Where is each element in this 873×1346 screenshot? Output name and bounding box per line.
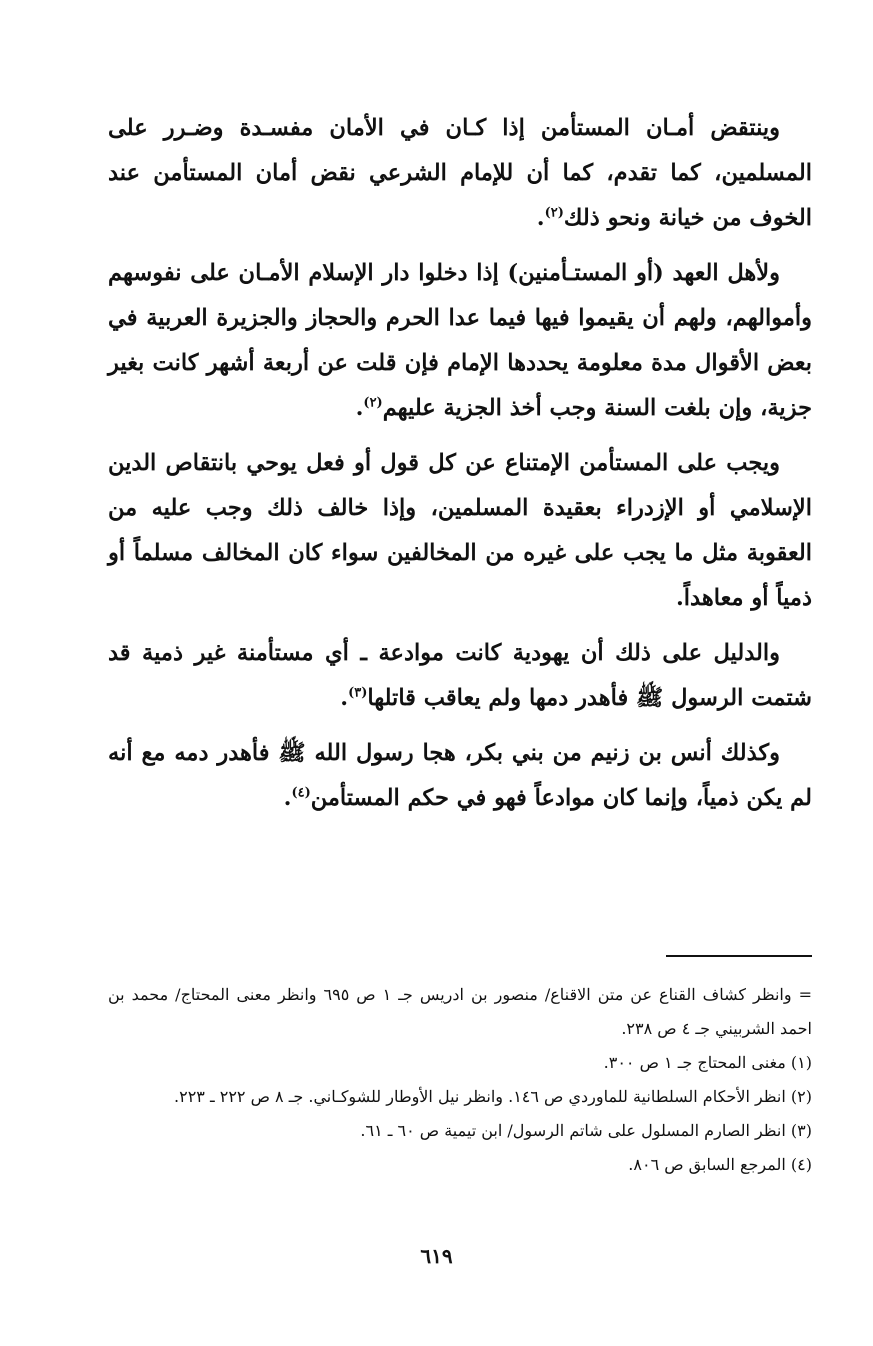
paragraph-text: ولأهل العهد (أو المستـأمنين) إذا دخلوا دار الإسلام الأمـان على نفوسهم وأموالهم، ولهم أن يقيموا فيها فيما عدا الحرم والحجاز والجزيرة العربية في بعض الأقوال مدة معلومة يحددها الإمام فإن قلت عن أربعة أشهر كانت بغير جزية، وإن بلغت السنة وجب أخذ الجزية عليهم [108,260,812,421]
footnote-separator [666,955,812,957]
paragraph [108,441,812,621]
footnote: = وانظر كشاف القناع عن متن الاقناع/ منصور بن ادريس جـ ١ ص ٦٩٥ وانظر معنى المحتاج/ محمد بن احمد الشربيني جـ ٤ ص ٢٣٨. [108,985,813,1038]
footnote: (٤) المرجع السابق ص ٨٠٦. [628,1155,812,1174]
paragraph-text: وينتقض أمـان المستأمن إذا كـان في الأمان مفسـدة وضـرر على المسلمين، كما تقدم، كما أن للإمام الشرعي نقض أمان المستأمن عند الخوف من خيانة ونحو ذلك [108,115,812,231]
footnote-ref: (٢) [363,395,383,411]
paragraph-end: . [536,205,545,231]
paragraph-end: . [355,395,364,421]
footnote-ref: (٤) [291,785,311,801]
footnote: (٢) انظر الأحكام السلطانية للماوردي ص ١٤٦. وانظر نيل الأوطار للشوكـاني. جـ ٨ ص ٢٢٢ ـ ٢٢٣. [174,1087,812,1106]
footnotes [108,978,812,1182]
page-number: ٦١٩ [420,1244,453,1268]
footnote-ref: (٢) [544,205,564,221]
footnote: (١) مغنى المحتاج جـ ١ ص ٣٠٠. [603,1053,812,1072]
paragraph [108,106,812,241]
main-text [108,106,812,831]
paragraph [108,251,812,431]
paragraph-text: ويجب على المستأمن الإمتناع عن كل قول أو فعل يوحي بانتقاص الدين الإسلامي أو الإزدراء بعقيدة المسلمين، وإذا خالف ذلك وجب عليه من العقوبة مثل ما يجب على غيره من المخالفين سواء كان المخالف مسلماً أو ذمياً أو معاهداً. [108,450,812,611]
paragraph [108,631,812,721]
paragraph-end: . [340,685,349,711]
paragraph-text: والدليل على ذلك أن يهودية كانت موادعة ـ أي مستأمنة غير ذمية قد شتمت الرسول ﷺ فأهدر دمها ولم يعاقب قاتلها [108,640,812,711]
footnote: (٣) انظر الصارم المسلول على شاتم الرسول/ ابن تيمية ص ٦٠ ـ ٦١. [360,1121,812,1140]
footnote-ref: (٣) [348,685,368,701]
paragraph-end: . [283,785,292,811]
paragraph [108,731,812,821]
paragraph-text: وكذلك أنس بن زنيم من بني بكر، هجا رسول الله ﷺ فأهدر دمه مع أنه لم يكن ذمياً، وإنما كان موادعاً فهو في حكم المستأمن [108,740,812,811]
